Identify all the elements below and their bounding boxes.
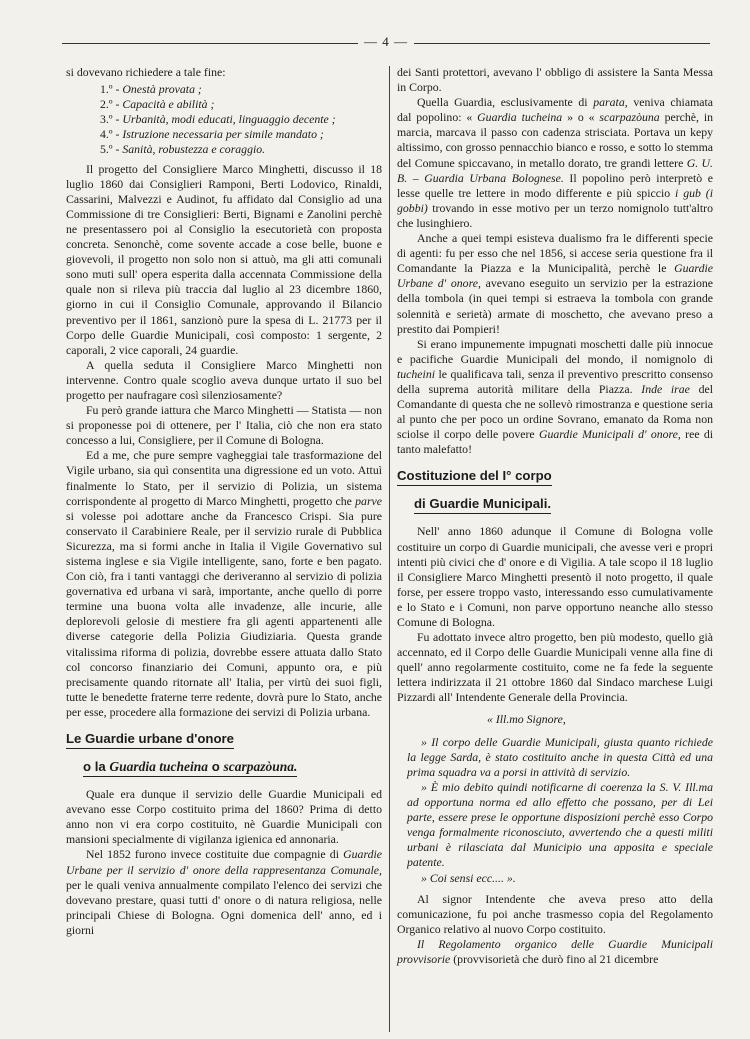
header-rule-left [62, 43, 358, 44]
right-column [397, 65, 713, 967]
paragraph: Quale era dunque il servizio delle Guardie Municipali ed avevano esse Corpo costituito prima del 1860? Prima di detto anno non vi era corpo costituito, nè Guardie Municipali con mansioni specialmente di vigilanza igienica ed annonaria. [66, 787, 382, 847]
paragraph: Fu adottato invece altro progetto, ben più modesto, quello già accennato, ed il Corpo delle Guardie Municipali venne alla fine di quell' anno regolarmente costituito, come ne fa fede la seguente lettera indirizzata il 21 ottobre 1860 dal Sindaco marchese Luigi Pizzardi all' Intendente Generale della Provincia. [397, 630, 713, 705]
paragraph: Nell' anno 1860 adunque il Comune di Bologna volle costituire un corpo di Guardie municipali, che avesse veri e propri intenti più civici che d' onore e di Vigilia. A tale scopo il 18 luglio il Consigliere Marco Minghetti presentò il noto progetto, il quale forse, per essere troppo vasto, interessando esso cumulativamente e lo Stato e i Comuni, non parve opportuno neanche allo stesso Comune di Bologna. [397, 524, 713, 629]
page-header [62, 33, 710, 53]
list-item: 4.º - Istruzione necessaria per simile mandato ; [100, 127, 324, 142]
section-heading-guardie-urbane [66, 730, 382, 777]
page-number: — 4 — [364, 34, 408, 49]
section-heading-costituzione [397, 467, 713, 514]
section-title-line1: Costituzione del I° corpo [397, 467, 552, 486]
paragraph: A quella seduta il Consigliere Marco Minghetti non intervenne. Contro quale scoglio aveva dunque urtato il suo bel progetto per naufragare così silenziosamente? [66, 357, 382, 402]
paragraph: Al signor Intendente che aveva preso atto della comunicazione, fu poi anche trasmesso copia del Regolamento Organico relativo al nuovo Corpo costituito. [397, 891, 713, 936]
paragraph: Anche a quei tempi esisteva dualismo fra le differenti specie di agenti: fu per esso che nel 1856, si accese seria questione fra il Comandante la Piazza e la Municipalità, perchè le Guardie Urbane d' onore, avevano eseguito un servizio per la estrazione della tombola (in quei tempi si estraeva la tombola con grande solennità e serietà) armate di moschetto, che avevano preso a prestito dai Pompieri! [397, 231, 713, 336]
requirements-list [100, 82, 382, 157]
letter-paragraph: » Il corpo delle Guardie Municipali, giusta quanto richiede la legge Sarda, è stato costituito anche in questa Città ed una prima squadra va a porsi in attività di servizio. [407, 734, 713, 779]
list-item: 5.º - Sanità, robustezza e coraggio. [100, 142, 266, 157]
paragraph: Quella Guardia, esclusivamente di parata, veniva chiamata dal popolino: « Guardia tucheina » o « scarpazòuna perchè, in marcia, marcava il passo con cadenza strisciata. Portava un kepy altissimo, con grosso pennacchio bianco e rosso, e sotto lo stemma del Comune spiccavano, in metallo dorato, tre grandi lettere G. U. B. – Guardia Urbana Bolognese. Il popolino però interpretò e lesse quelle tre lettere in modo differente e più spiccio i gub (i gobbi) trovando in esse motivo per un terzo nomignolo tutt'altro che lusinghiero. [397, 95, 714, 230]
section-title-line2: o la Guardia tucheina o scarpazòuna. [83, 758, 297, 777]
paragraph: Ed a me, che pure sempre vagheggiai tale trasformazione del Vigile urbano, sia quì consentita una digressione ed un voto. Attuì finalmente lo Stato, per il servizio di Polizia, un sistema corrispondente al progetto di Marco Minghetti, progetto che parve si volesse poi adottare anche da Francesco Crispi. Sia pure conservato il Carabiniere Reale, per il servizio rurale di Pubblica Sicurezza, ma si formi anche in Italia il Vigile Governativo sul sistema inglese e sia Vigile intelligente, sano, forte e ben pagato. Con ciò, fra i tanti vantaggi che deriveranno al servizio di polizia governativa ed urbana vi sarà, importante, anche quello di porre termine una buona volta alle invadenze, alle incurie, alle deplorevoli gelosie di mestiere fra gli agenti appartenenti alle diverse categorie della Polizia Giudiziaria. Questa grande vitalissima riforma di polizia, dovrebbe essere attuata dallo Stato col concorso finanziario dei Comuni, appunto ora, e più precisamente quando ritornate all' Italia, per virtù dei suoi figli, tutte le benedette fraterne terre redente, dovrà pure lo Stato, anche per esse, procedere alla formazione dei servizi di Polizia urbana. [66, 448, 383, 719]
section-title-line1: Le Guardie urbane d'onore [66, 730, 234, 749]
list-item: 3.º - Urbanità, modi educati, linguaggio decente ; [100, 112, 336, 127]
column-divider [389, 66, 390, 1032]
paragraph: Fu però grande iattura che Marco Minghetti — Statista — non si proponesse poi di ottenere, per l' Italia, ciò che non era stato concesso a lui, Consigliere, per il Comune di Bologna. [66, 403, 382, 448]
letter-salutation: « Ill.mo Signore, [487, 711, 566, 726]
paragraph: Nel 1852 furono invece costituite due compagnie di Guardie Urbane per il servizio d' onore della rappresentanza Comunale, per le quali veniva annualmente compilato l'elenco dei servizi che dovevano prestare, quasi tutti d' onore o di natura religiosa, nelle principali Chiese di Bologna. Ogni domenica dell' anno, ed i giorni [66, 847, 383, 937]
paragraph: Il progetto del Consigliere Marco Minghetti, discusso il 18 luglio 1860 dai Consiglieri Ramponi, Berti Lodovico, Rinaldi, Cassarini, Malvezzi e Audinot, fu affidato dal Consiglio ad una Commissione di tre Consiglieri: Berti, Bignami e Zanolini perchè ne presentassero poi al Consiglio la esecutorietà con proposta concreta. Senonchè, come sovente accade a cose belle, buone e giovevoli, il progetto non solo non si attuò, ma gli atti comunali sono muti sull' opera esperita dalla accennata Commissione della quale non si rileva più traccia dal luglio al 23 dicembre 1860, giorno in cui il Consiglio Comunale, approvando il Bilancio preventivo per il 1861, sanzionò pure la spesa di L. 21773 per il Corpo delle Guardie Municipali, così composto: 1 sergente, 2 caporali, 2 vice caporali, 24 guardie. [66, 161, 382, 357]
list-item: 2.º - Capacità e abilità ; [100, 97, 215, 112]
left-column [66, 65, 382, 938]
intro-text: si dovevano richiedere a tale fine: [66, 65, 226, 79]
paragraph: Si erano impunemente impugnati moschetti dalle più innocue e pacifiche Guardie Municipali del mondo, il nomignolo di tucheini le qualificava tali, senza il preventivo prescritto consenso della suprema autorità militare della Piazza. Inde irae del Comandante di questa che ne sollevò rimostranza e questione seria al punto che per poco un ordine Sovrano, emanato da Roma non sciolse il corpo delle povere Guardie Municipali d' onore, ree di tanto malefatto! [397, 336, 714, 457]
list-item: 1.º - Onestà provata ; [100, 82, 202, 97]
quoted-letter [407, 712, 713, 886]
letter-paragraph: » È mio debito quindi notificarne di coerenza la S. V. Ill.ma ad opportuna norma ed allo effetto che possano, per di Lei parte, essere prese le opportune disposizioni perchè esso Corpo venga formalmente riconosciuto, avvertendo che a questi militi urbani è rilasciata dal Municipio una apposita e speciale patente. [407, 779, 713, 870]
letter-paragraph: » Coi sensi ecc.... ». [421, 870, 516, 885]
paragraph: Il Regolamento organico delle Guardie Municipali provvisorie (provvisorietà che durò fino al 21 dicembre [397, 936, 713, 966]
section-title-line2: di Guardie Municipali. [414, 495, 551, 514]
paragraph: dei Santi protettori, avevano l' obbligo di assistere la Santa Messa in Corpo. [397, 65, 713, 95]
header-rule-right [414, 43, 710, 44]
